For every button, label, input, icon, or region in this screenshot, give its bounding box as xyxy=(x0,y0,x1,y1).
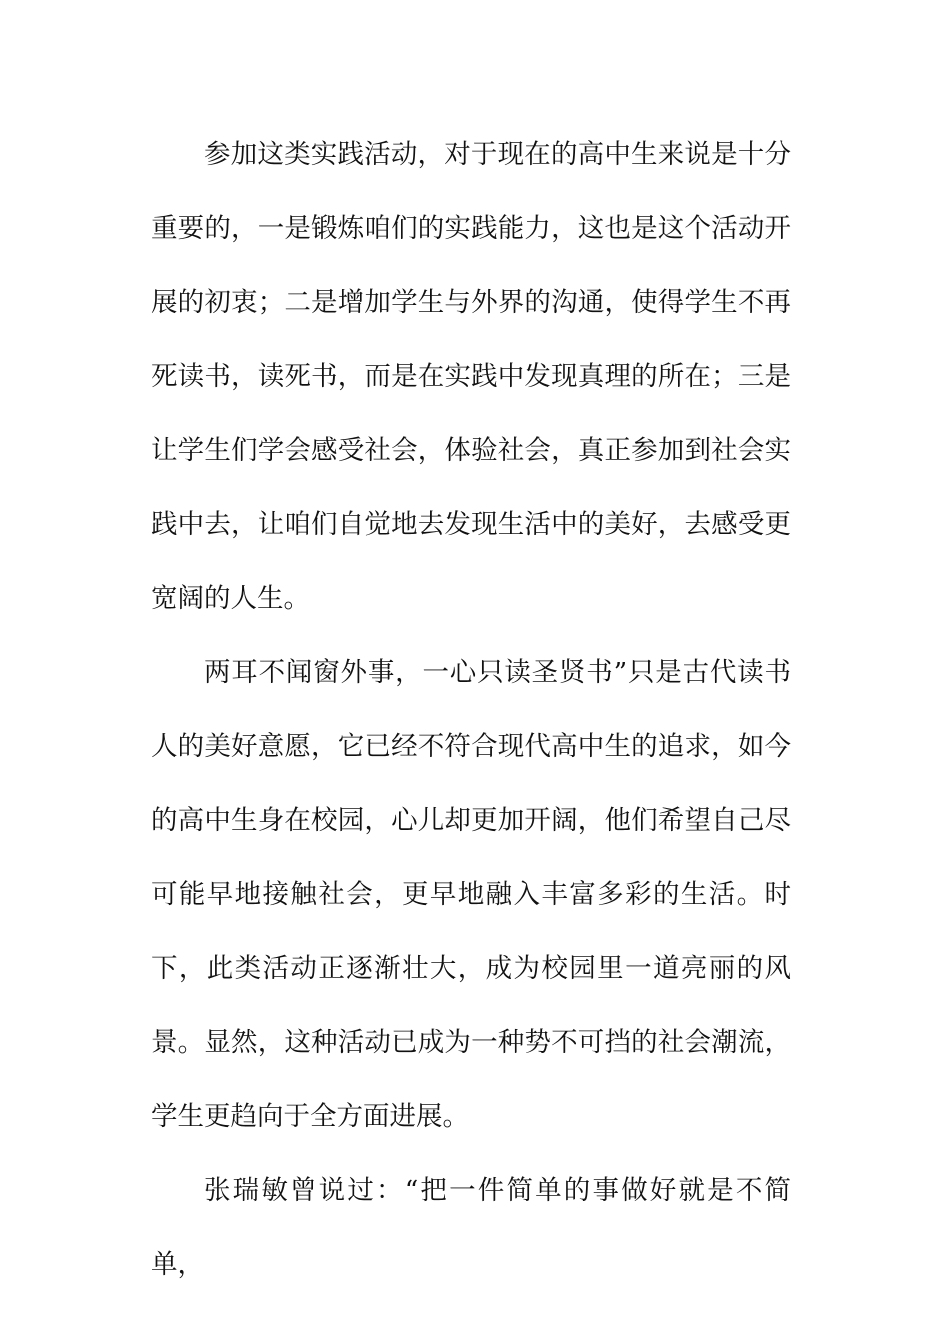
paragraph-2: 两耳不闻窗外事，一心只读圣贤书”只是古代读书人的美好意愿，它已经不符合现代高中生的追求，如今的高中生身在校园，心儿却更加开阔，他们希望自己尽可能早地接触社会，更早地融入丰富多彩的生活。时下，此类活动正逐渐壮大，成为校园里一道亮丽的风景。显然，这种活动已成为一种势不可挡的社会潮流，学生更趋向于全方面进展。 xyxy=(151,657,791,1132)
paragraph-1: 参加这类实践活动，对于现在的高中生来说是十分重要的，一是锻炼咱们的实践能力，这也是这个活动开展的初衷；二是增加学生与外界的沟通，使得学生不再死读书，读死书，而是在实践中发现真理的所在；三是让学生们学会感受社会，体验社会，真正参加到社会实践中去，让咱们自觉地去发现生活中的美好，去感受更宽阔的人生。 xyxy=(151,139,791,614)
document-body xyxy=(151,118,791,1302)
paragraph-3: 张瑞敏曾说过：“把一件简单的事做好就是不简单， xyxy=(151,1175,791,1280)
